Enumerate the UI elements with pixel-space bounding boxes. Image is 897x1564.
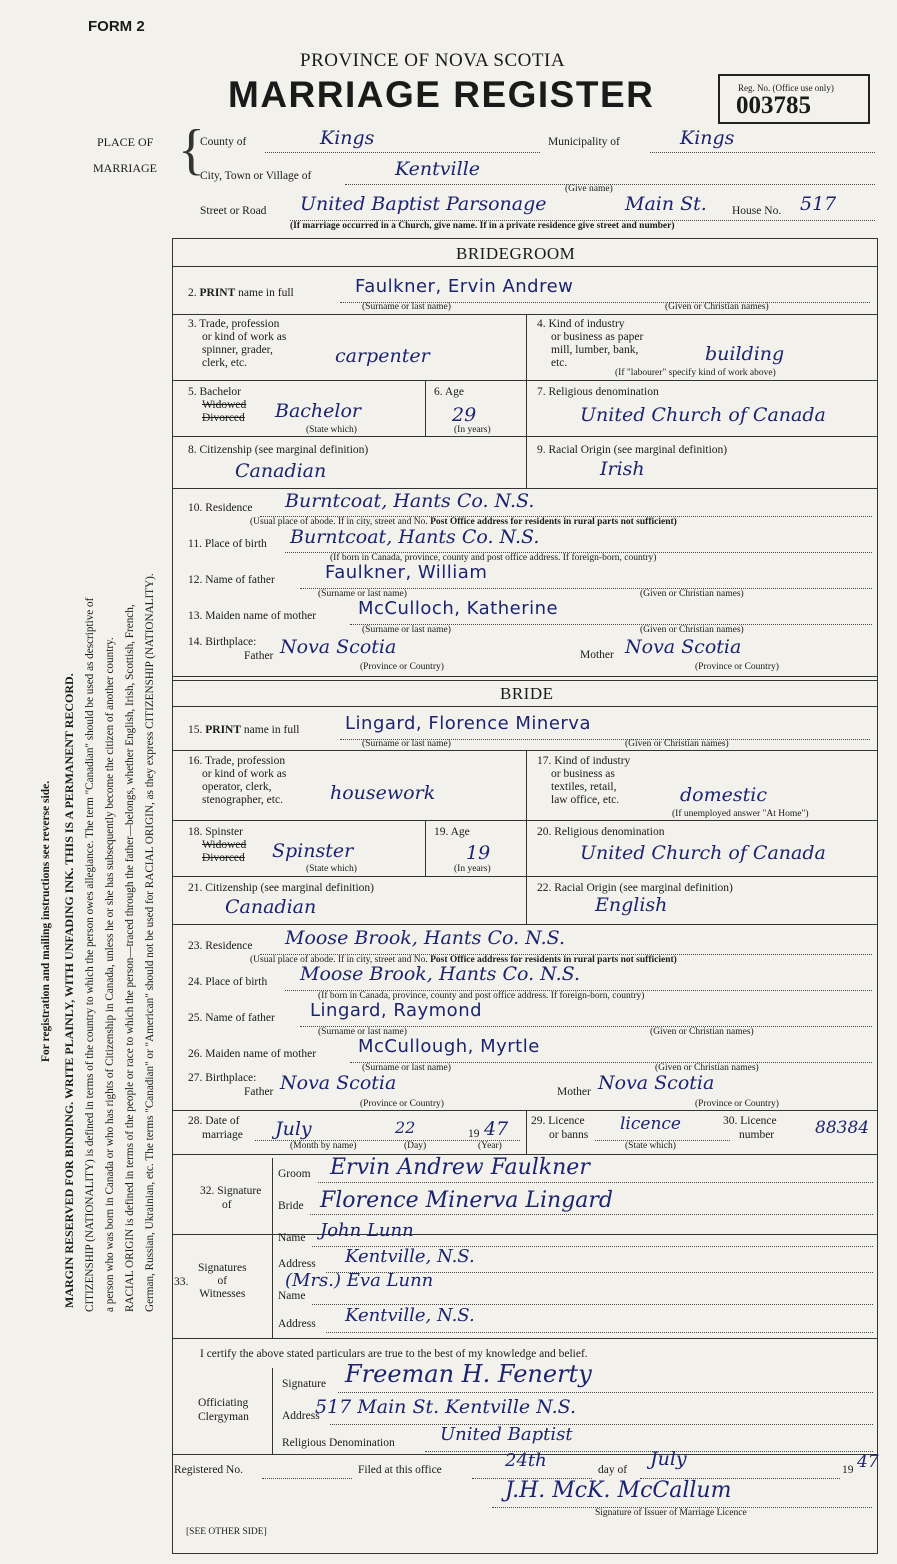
b-prov-note-1: (Province or Country) (360, 1099, 444, 1109)
licence-label: 29. Licence or banns (531, 1115, 589, 1141)
county-label: County of (200, 136, 247, 148)
b-state-which: (State which) (306, 864, 357, 874)
g-mother-surname-note: (Surname or last name) (362, 625, 451, 635)
street-value: United Baptist Parsonage (300, 193, 547, 215)
g-surname-note: (Surname or last name) (362, 302, 451, 312)
g-trade-label: 3. Trade, profession or kind of work as spinner, grader, clerk, etc. (188, 318, 287, 369)
margin-citizenship-def: CITIZENSHIP (NATIONALITY) is defined in terms of the country to which the person owes allegiance. The term "Canadian" should be used as descriptive of (84, 597, 96, 1312)
groom-age: 29 (452, 404, 477, 426)
county-value: Kings (320, 127, 375, 149)
city-label: City, Town or Village of (200, 170, 312, 182)
witness2-address: Kentville, N.S. (345, 1305, 475, 1326)
clergy-address-label: Address (282, 1410, 320, 1422)
b-mother-short: Mother (557, 1086, 591, 1098)
b-surname-note: (Surname or last name) (362, 739, 451, 749)
b-given-note: (Given or Christian names) (625, 739, 729, 749)
bride-sig-label: Bride (278, 1200, 304, 1212)
clergy-signature-label: Signature (282, 1378, 327, 1390)
b-prov-note-2: (Province or Country) (695, 1099, 779, 1109)
filed-day: 24th (505, 1450, 547, 1471)
bride-father: Lingard, Raymond (310, 1000, 483, 1021)
clergy-denomination: United Baptist (440, 1424, 573, 1445)
year-note: (Year) (478, 1141, 502, 1151)
give-name-note: (Give name) (565, 184, 613, 194)
bride-residence: Moose Brook, Hants Co. N.S. (285, 927, 565, 949)
clergy-address: 517 Main St. Kentville N.S. (315, 1396, 577, 1418)
b-name-num: 15. (188, 724, 203, 736)
bride-religion: United Church of Canada (580, 842, 826, 864)
bride-industry: domestic (680, 784, 767, 806)
filed-month: July (650, 1448, 687, 1470)
g-age-label: 6. Age (434, 386, 465, 398)
g-name-print: PRINT (199, 287, 236, 299)
b-residence-note: (Usual place of abode. If in city, street and No. Post Office address for residents in rural parts not sufficient) (250, 955, 677, 965)
b-religion-label: 20. Religious denomination (537, 826, 665, 838)
see-other-side: [SEE OTHER SIDE] (186, 1527, 267, 1537)
b-citizenship-label: 21. Citizenship (see marginal definition) (188, 882, 374, 894)
groom-signature: Ervin Andrew Faulkner (330, 1155, 590, 1180)
denomination-label: Religious Denomination (282, 1437, 395, 1449)
witness1-name: John Lunn (320, 1220, 414, 1241)
g-racial-label: 9. Racial Origin (see marginal definition) (537, 444, 728, 456)
marriage-year: 47 (484, 1118, 509, 1140)
g-name-label: name in full (238, 287, 294, 299)
bride-name: Lingard, Florence Minerva (345, 713, 591, 734)
groom-racial: Irish (600, 458, 645, 480)
groom-name: Faulkner, Ervin Andrew (355, 276, 574, 297)
g-prov-note-1: (Province or Country) (360, 662, 444, 672)
issuer-signature: J.H. McK. McCallum (505, 1478, 732, 1503)
margin-racial-def-2: German, Russian, Ukrainian, etc. The terms "Canadian" or "American" should not be used for RACIAL ORIGIN, as they express CITIZENSHIP (NATIONALITY). (144, 573, 156, 1312)
g-industry-note: (If "labourer" specify kind of work above) (615, 368, 776, 378)
house-value: 517 (800, 193, 837, 215)
bride-age: 19 (466, 842, 491, 864)
g-in-years: (In years) (454, 425, 491, 435)
witness2-name: (Mrs.) Eva Lunn (285, 1270, 434, 1291)
place-heading-2: MARRIAGE (93, 161, 158, 175)
issuer-label: Signature of Issuer of Marriage Licence (595, 1508, 747, 1518)
g-mother-label: 13. Maiden name of mother (188, 610, 317, 622)
registered-label: Registered No. (174, 1464, 243, 1476)
g-birth-note: (If born in Canada, province, county and post office address. If foreign-born, country) (330, 553, 657, 563)
bride-status: Spinster (272, 840, 354, 862)
g-birth-label: 11. Place of birth (188, 538, 267, 550)
g-residence-label: 10. Residence (188, 502, 253, 514)
clergy-signature: Freeman H. Fenerty (345, 1360, 592, 1388)
house-label: House No. (732, 205, 782, 217)
g-mother-given-note: (Given or Christian names) (640, 625, 744, 635)
filed-label: Filed at this office (358, 1464, 442, 1476)
b-status-label: 18. Spinster Widowed Divorced (188, 826, 247, 864)
place-heading-1: PLACE OF (97, 135, 154, 149)
sig-label: 32. Signature of (200, 1185, 262, 1211)
groom-father: Faulkner, William (325, 562, 488, 583)
g-father-label: 12. Name of father (188, 574, 275, 586)
place-brace: { (178, 119, 205, 181)
street-note: (If marriage occurred in a Church, give name. If in a private residence give street and number) (290, 221, 675, 231)
b-racial-label: 22. Racial Origin (see marginal definition) (537, 882, 733, 894)
bride-father-birthplace: Nova Scotia (280, 1072, 397, 1094)
street-value-2: Main St. (625, 193, 707, 215)
marriage-month: July (275, 1118, 312, 1140)
day-of-label: day of (598, 1464, 628, 1476)
groom-mother: McCulloch, Katherine (358, 598, 559, 619)
groom-residence: Burntcoat, Hants Co. N.S. (285, 490, 535, 512)
witness1-address: Kentville, N.S. (345, 1246, 475, 1267)
w1-name-label: Name (278, 1232, 306, 1244)
reg-number: 003785 (736, 92, 811, 119)
g-citizenship-label: 8. Citizenship (see marginal definition) (188, 444, 369, 456)
groom-status: Bachelor (275, 400, 362, 422)
reg-number-label: Reg. No. (Office use only) (738, 83, 834, 93)
bride-trade: housework (330, 782, 436, 804)
g-prov-note-2: (Province or Country) (695, 662, 779, 672)
witness-label: Signatures of Witnesses (198, 1262, 247, 1300)
margin-racial-def: RACIAL ORIGIN is defined in terms of the people or race to which the person—traced through the father—belongs, whether English, Irish, Scottish, French, (124, 604, 136, 1312)
bride-mother: McCullough, Myrtle (358, 1036, 540, 1057)
filed-year-prefix: 19 (842, 1464, 854, 1476)
marriage-day: 22 (395, 1118, 416, 1137)
b-father-label: 25. Name of father (188, 1012, 275, 1024)
groom-citizenship: Canadian (235, 460, 327, 482)
margin-binding-note: MARGIN RESERVED FOR BINDING. WRITE PLAINLY, WITH UNFADING INK. THIS IS A PERMANENT RECORD. (62, 673, 76, 1308)
b-birth-label: 24. Place of birth (188, 976, 268, 988)
municipality-label: Municipality of (548, 136, 620, 148)
day-note: (Day) (404, 1141, 427, 1151)
b-father-surname-note: (Surname or last name) (318, 1027, 407, 1037)
groom-sig-label: Groom (278, 1168, 311, 1180)
city-value: Kentville (395, 158, 481, 180)
licence-state-which: (State which) (625, 1141, 676, 1151)
filed-year: 47 (857, 1452, 879, 1472)
g-birthplace-label: 14. Birthplace: Father (188, 636, 274, 662)
b-in-years: (In years) (454, 864, 491, 874)
bride-birthplace: Moose Brook, Hants Co. N.S. (300, 963, 580, 985)
municipality-value: Kings (680, 127, 735, 149)
b-mother-given-note: (Given or Christian names) (655, 1063, 759, 1073)
b-mother-label: 26. Maiden name of mother (188, 1048, 317, 1060)
marriage-year-prefix: 19 (468, 1128, 480, 1140)
street-label: Street or Road (200, 205, 267, 217)
g-father-given-note: (Given or Christian names) (640, 589, 744, 599)
document-title: MARRIAGE REGISTER (228, 74, 655, 115)
groom-mother-birthplace: Nova Scotia (625, 636, 742, 658)
witness-num: 33. (174, 1276, 189, 1288)
g-mother-short: Mother (580, 649, 614, 661)
groom-birthplace: Burntcoat, Hants Co. N.S. (290, 526, 540, 548)
bride-heading: BRIDE (500, 684, 554, 703)
g-father-surname-note: (Surname or last name) (318, 589, 407, 599)
g-status-label: 5. Bachelor Widowed Divorced (188, 386, 247, 424)
b-trade-label: 16. Trade, profession or kind of work as operator, clerk, stenographer, etc. (188, 755, 287, 806)
bride-citizenship: Canadian (225, 896, 317, 918)
groom-religion: United Church of Canada (580, 404, 826, 426)
officiating-label: Officiating Clergyman (198, 1397, 249, 1423)
g-name-num: 2. (188, 287, 197, 299)
w2-address-label: Address (278, 1318, 316, 1330)
g-state-which: (State which) (306, 425, 357, 435)
certify-text: I certify the above stated particulars are true to the best of my knowledge and belief. (200, 1348, 588, 1360)
b-industry-note: (If unemployed answer "At Home") (672, 809, 809, 819)
b-birth-note: (If born in Canada, province, county and post office address. If foreign-born, country) (318, 991, 645, 1001)
bride-signature: Florence Minerva Lingard (320, 1188, 614, 1213)
licence-number: 88384 (815, 1118, 870, 1138)
b-mother-surname-note: (Surname or last name) (362, 1063, 451, 1073)
g-religion-label: 7. Religious denomination (537, 386, 659, 398)
date-label: 28. Date of marriage (188, 1115, 243, 1141)
groom-industry: building (705, 343, 785, 365)
b-name-print: PRINT (205, 724, 242, 736)
w1-address-label: Address (278, 1258, 316, 1270)
bride-mother-birthplace: Nova Scotia (598, 1072, 715, 1094)
form-number: FORM 2 (88, 18, 145, 35)
b-industry-label: 17. Kind of industry or business as textiles, retail, law office, etc. (537, 755, 631, 806)
b-age-label: 19. Age (434, 826, 470, 838)
margin-instructions: For registration and mailing instructions see reverse side. (40, 780, 52, 1062)
b-name-label: name in full (243, 724, 300, 736)
g-given-note: (Given or Christian names) (665, 302, 769, 312)
month-note: (Month by name) (290, 1141, 357, 1151)
province-heading: PROVINCE OF NOVA SCOTIA (300, 50, 566, 71)
b-birthplace-label: 27. Birthplace: Father (188, 1072, 274, 1098)
groom-father-birthplace: Nova Scotia (280, 636, 397, 658)
b-father-given-note: (Given or Christian names) (650, 1027, 754, 1037)
margin-citizenship-def-2: a person who was born in Canada or who has rights of Citizenship in Canada, unless he or she has subsequently become the citizen of another country. (104, 637, 116, 1312)
g-industry-label: 4. Kind of industry or business as paper mill, lumber, bank, etc. (537, 318, 644, 369)
w2-name-label: Name (278, 1290, 306, 1302)
groom-trade: carpenter (335, 345, 430, 367)
licence-no-label: 30. Licence number (723, 1115, 777, 1141)
bride-racial: English (595, 894, 668, 916)
bridegroom-heading: BRIDEGROOM (456, 244, 576, 263)
g-residence-note: (Usual place of abode. If in city, street and No. Post Office address for residents in rural parts not sufficient) (250, 517, 677, 527)
licence-value: licence (620, 1114, 681, 1134)
b-residence-label: 23. Residence (188, 940, 253, 952)
